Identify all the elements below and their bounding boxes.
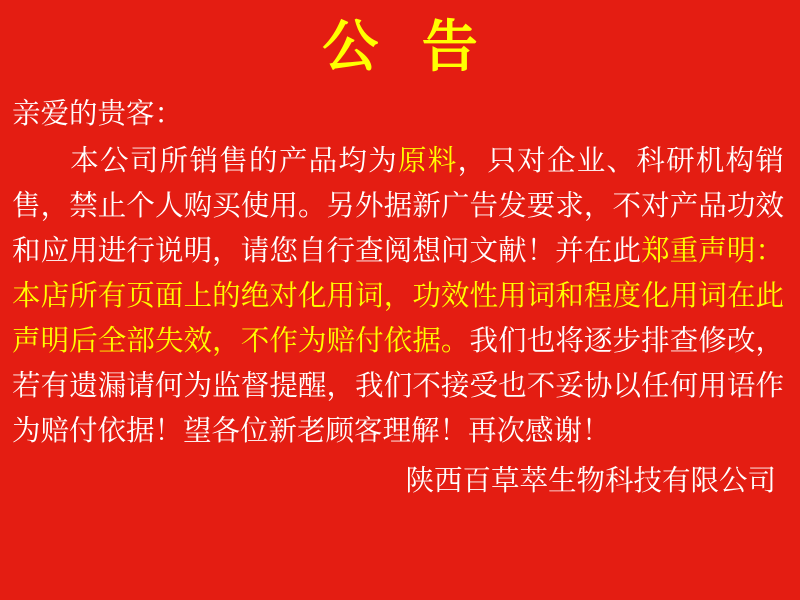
notice-paragraph xyxy=(12,139,784,454)
segment-plain-1: 本公司所销售的产品均为 xyxy=(69,144,398,177)
salutation: 亲爱的贵客： xyxy=(12,97,184,130)
segment-highlight-1: 原料 xyxy=(397,144,458,177)
notice-body xyxy=(0,78,800,454)
company-signature: 陕西百草萃生物科技有限公司 xyxy=(405,464,776,497)
page-title: 公 告 xyxy=(322,15,492,78)
segment-highlight-2: 郑重声明：本店所有页面上的绝对化用词，功效性用词和程度化用词在此声明后全部失效，不作为赔付依据。 xyxy=(12,234,784,357)
segment-plain-2: ，只对企业、科研机构销售，禁止个人购买使用。另外据新广告发要求，不对产品功效和应用进行说明，请您自行查阅想问文献！并在此 xyxy=(12,144,784,267)
segment-plain-3: 我们也将逐步排查修改，若有遗漏请何为监督提醒，我们不接受也不妥协以任何用语作为赔付依据！望各位新老顾客理解！再次感谢！ xyxy=(12,324,784,447)
